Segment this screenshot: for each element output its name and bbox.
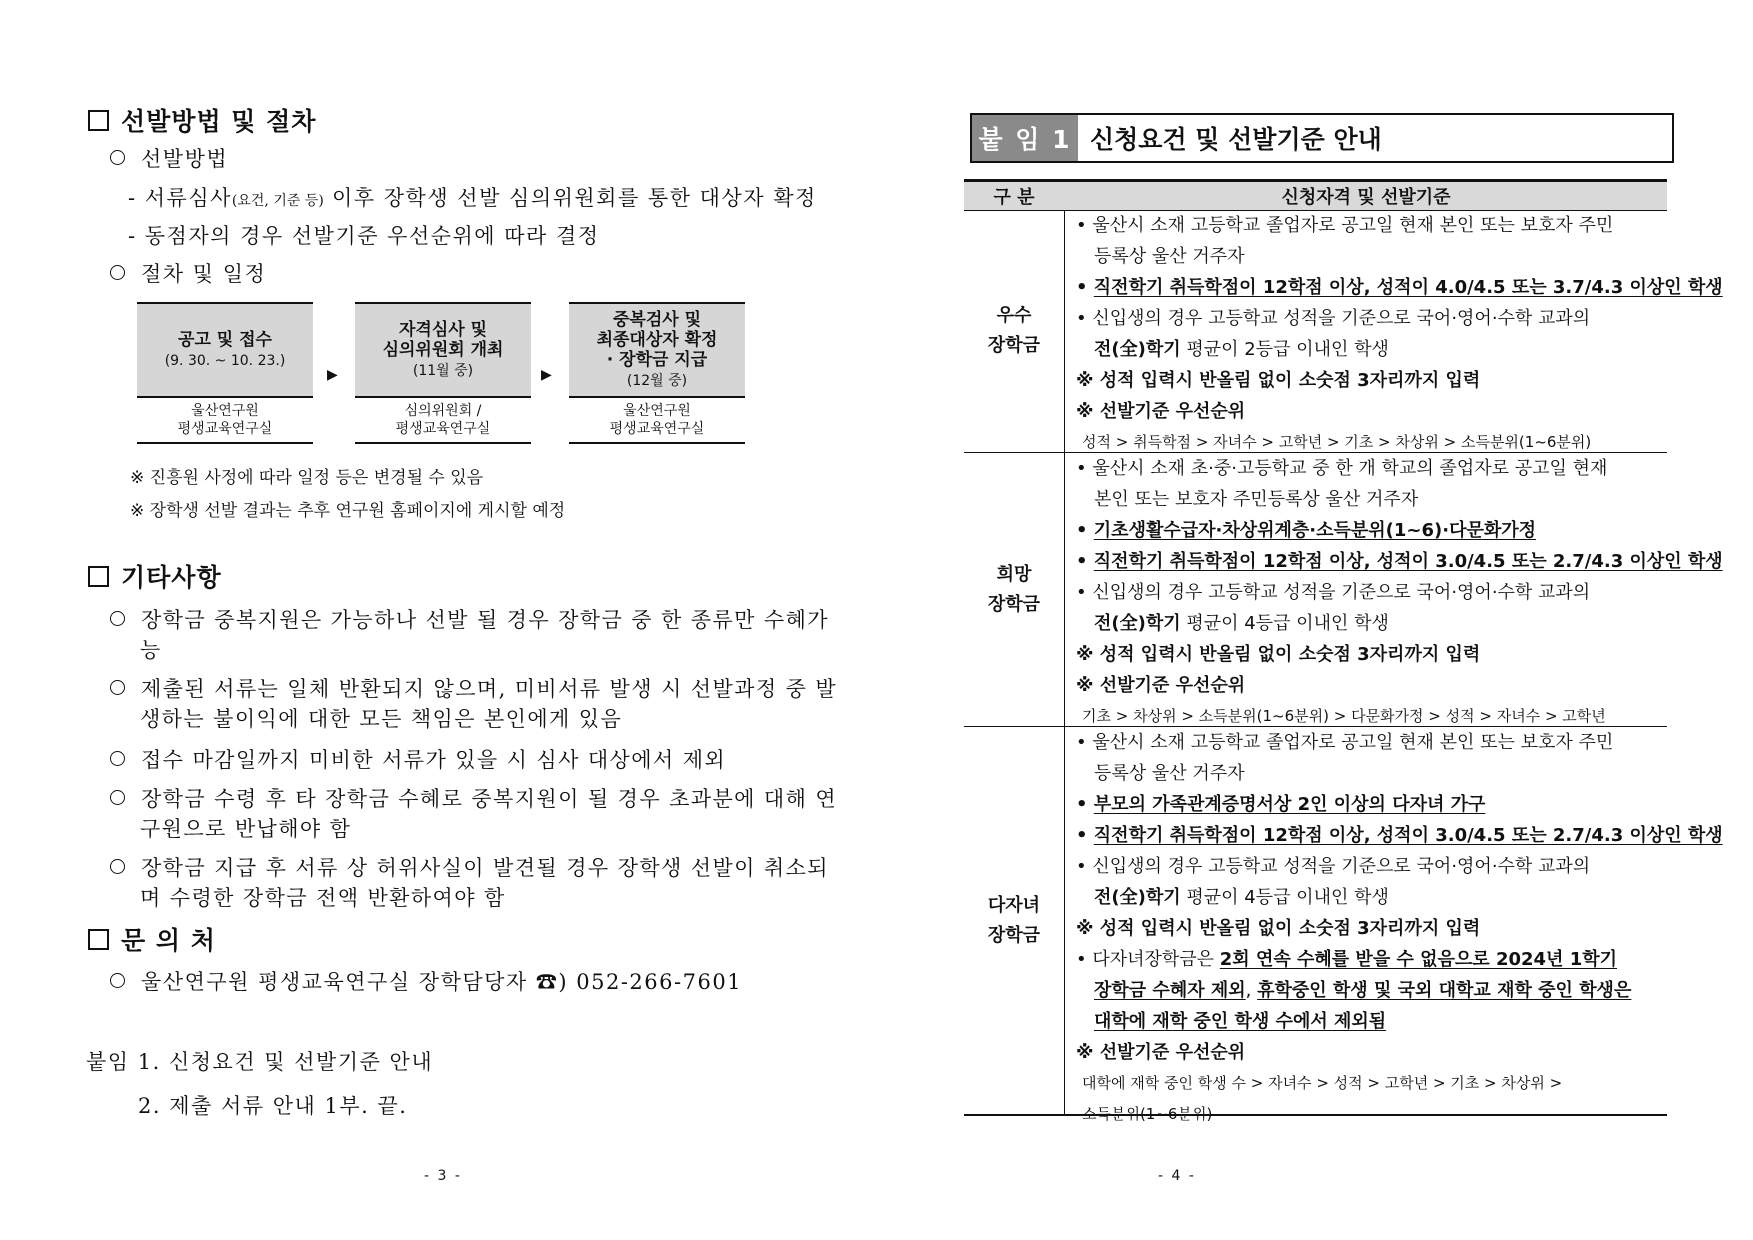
criteria-line: • 신입생의 경우 고등학교 성적을 기준으로 국어·영어·수학 교과의: [1076, 308, 1591, 329]
attachment-header: [970, 113, 1674, 163]
schedule-title-text: 절차 및 일정: [141, 262, 267, 286]
method-line-1-small: (요건, 기준 등): [231, 193, 324, 209]
etc-item: [110, 745, 840, 775]
circle-bullet-icon: [110, 680, 125, 695]
flow-step-2: [355, 302, 531, 398]
flow-step-date: (12월 중): [626, 373, 688, 389]
attachment-tag: 붙 임 1: [972, 115, 1078, 161]
underlined-text: 2회 연속 수혜를 받을 수 없음으로 2024년 1학기: [1219, 949, 1618, 970]
category-cell: 우수 장학금: [987, 305, 1041, 356]
criteria-line: [1076, 1006, 1661, 1037]
flow-step-1-org: 울산연구원 평생교육연구실: [137, 398, 313, 444]
circle-bullet-icon: [110, 859, 125, 874]
method-line-1a: - 서류심사: [128, 186, 232, 210]
page-3: [0, 0, 876, 1240]
page-number: - 4 -: [1158, 1168, 1196, 1184]
attachment-title: 신청요건 및 선발기준 안내: [1090, 125, 1382, 154]
criteria-cell: [1076, 210, 1723, 458]
etc-item: [110, 853, 840, 913]
section-heading-selection: [88, 102, 316, 138]
underlined-text: 기초생활수급자·차상위계층·소득분위(1~6)·다문화가정: [1093, 520, 1537, 541]
etc-item-text: 제출된 서류는 일체 반환되지 않으며, 미비서류 발생 시 선발과정 중 발생하는 불이익에 대한 모든 책임은 본인에게 있음: [140, 677, 838, 731]
etc-item-text: 장학금 수령 후 타 장학금 수혜로 중복지원이 될 경우 초과분에 대해 연구원으로 반납해야 함: [140, 787, 838, 841]
table-header: [964, 179, 1667, 211]
criteria-line: ※ 성적 입력시 반올림 없이 소숫점 3자리까지 입력: [1076, 370, 1481, 391]
method-line-1: [128, 182, 817, 212]
attachment-1: 붙임 1. 신청요건 및 선발기준 안내: [86, 1050, 434, 1074]
column-header-category: 구 분: [993, 187, 1035, 208]
circle-bullet-icon: [110, 611, 125, 626]
criteria-line: [1076, 546, 1723, 577]
criteria-line: 기초 > 차상위 > 소득분위(1~6분위) > 다문화가정 > 성적 > 자녀수 > 고학년: [1082, 707, 1606, 725]
plain-text: 평균이 4등급 이내인 학생: [1180, 887, 1389, 908]
criteria-line: ※ 선발기준 우선순위: [1076, 675, 1246, 696]
underlined-text: 대학에 재학 중인 학생 수에서 제외됨: [1094, 1011, 1387, 1032]
heading-text: 기타사항: [121, 563, 222, 592]
checkbox-square-icon: [88, 929, 109, 950]
etc-item-text: 장학금 중복지원은 가능하나 선발 될 경우 장학금 중 한 종류만 수혜가능: [140, 608, 829, 662]
criteria-line: • 울산시 소재 고등학교 졸업자로 공고일 현재 본인 또는 보호자 주민: [1076, 732, 1614, 753]
plain-text: 평균이 2등급 이내인 학생: [1180, 339, 1389, 360]
contact-text: 울산연구원 평생교육연구실 장학담당자 ☎) 052-266-7601: [141, 970, 743, 994]
criteria-line: • 울산시 소재 고등학교 졸업자로 공고일 현재 본인 또는 보호자 주민: [1076, 215, 1614, 236]
page-number: - 3 -: [424, 1168, 462, 1184]
bullet-icon: •: [1076, 520, 1088, 541]
flow-step-date: (11월 중): [412, 363, 474, 379]
criteria-line: [1076, 944, 1661, 975]
circle-bullet-icon: [110, 265, 125, 280]
checkbox-square-icon: [88, 566, 109, 587]
method-title-text: 선발방법: [141, 147, 229, 171]
table-row: [964, 727, 1723, 1123]
criteria-line: [1076, 608, 1661, 639]
criteria-line: 소득분위(1~6분위): [1082, 1105, 1213, 1123]
flow-step-3-org: 울산연구원 평생교육연구실: [569, 398, 745, 444]
underlined-text: 부모의 가족관계증명서상 2인 이상의 다자녀 가구: [1093, 794, 1486, 815]
criteria-line: 성적 > 취득학점 > 자녀수 > 고학년 > 기초 > 차상위 > 소득분위(1~6분위): [1082, 433, 1592, 451]
flow-arrow-icon: ▶: [327, 367, 338, 383]
method-title: [110, 143, 228, 173]
plain-text: ,: [1245, 980, 1258, 1001]
bold-text: 전(全)학기: [1094, 613, 1181, 634]
plain-text: • 다자녀장학금은: [1076, 949, 1220, 970]
checkbox-square-icon: [88, 110, 109, 131]
heading-text: 문 의 처: [121, 926, 216, 955]
plain-text: 평균이 4등급 이내인 학생: [1180, 613, 1389, 634]
method-line-2: - 동점자의 경우 선발기준 우선순위에 따라 결정: [128, 224, 600, 248]
flow-step-title: 공고 및 접수: [178, 330, 272, 350]
criteria-line: [1076, 272, 1723, 303]
underlined-text: 직전학기 취득학점이 12학점 이상, 성적이 3.0/4.5 또는 2.7/4.3 이상인 학생: [1093, 825, 1723, 846]
circle-bullet-icon: [110, 973, 125, 988]
underlined-text: 장학금 수혜자 제외: [1094, 980, 1246, 1001]
criteria-line: [1076, 820, 1723, 851]
circle-bullet-icon: [110, 790, 125, 805]
criteria-line: 등록상 울산 거주자: [1094, 246, 1245, 267]
bullet-icon: •: [1076, 794, 1088, 815]
criteria-line: [1076, 515, 1661, 546]
bullet-icon: •: [1076, 277, 1088, 298]
underlined-text: 직전학기 취득학점이 12학점 이상, 성적이 4.0/4.5 또는 3.7/4.3 이상인 학생: [1093, 277, 1723, 298]
schedule-note-1: ※ 진흥원 사정에 따라 일정 등은 변경될 수 있음: [130, 468, 484, 488]
etc-item: [110, 784, 840, 844]
category-cell: 다자녀 장학금: [987, 894, 1041, 946]
underlined-text: 휴학중인 학생 및 국외 대학교 재학 중인 학생은: [1257, 980, 1632, 1001]
underlined-text: 직전학기 취득학점이 12학점 이상, 성적이 3.0/4.5 또는 2.7/4.3 이상인 학생: [1093, 551, 1723, 572]
schedule-title: [110, 258, 266, 288]
table-row: [964, 453, 1723, 727]
flow-step-3: [569, 302, 745, 398]
contact-line: [110, 966, 742, 996]
flow-step-date: (9. 30. ~ 10. 23.): [164, 353, 286, 369]
bullet-icon: •: [1076, 825, 1088, 846]
flow-step-1: [137, 302, 313, 398]
criteria-line: • 신입생의 경우 고등학교 성적을 기준으로 국어·영어·수학 교과의: [1076, 582, 1591, 603]
criteria-line: [1076, 789, 1661, 820]
criteria-line: 대학에 재학 중인 학생 수 > 자녀수 > 성적 > 고학년 > 기초 > 차상위 >: [1082, 1074, 1563, 1092]
etc-item: [110, 605, 840, 665]
etc-item-text: 접수 마감일까지 미비한 서류가 있을 시 심사 대상에서 제외: [141, 748, 727, 772]
circle-bullet-icon: [110, 150, 125, 165]
criteria-line: [1076, 334, 1661, 365]
etc-item-text: 장학금 지급 후 서류 상 허위사실이 발견될 경우 장학생 선발이 취소되며 수령한 장학금 전액 반환하여야 함: [140, 856, 829, 910]
criteria-line: 등록상 울산 거주자: [1094, 763, 1245, 784]
column-header-criteria: 신청자격 및 선발기준: [1281, 187, 1451, 208]
bullet-icon: •: [1076, 551, 1088, 572]
criteria-line: ※ 선발기준 우선순위: [1076, 1042, 1246, 1063]
criteria-line: ※ 성적 입력시 반올림 없이 소숫점 3자리까지 입력: [1076, 644, 1481, 665]
criteria-line: [1076, 975, 1661, 1006]
criteria-line: • 울산시 소재 초·중·고등학교 중 한 개 학교의 졸업자로 공고일 현재: [1076, 458, 1608, 479]
method-line-1b: 이후 장학생 선발 심의위원회를 통한 대상자 확정: [323, 186, 817, 210]
flow-step-title: 중복검사 및 최종대상자 확정 · 장학금 지급: [596, 310, 718, 370]
table-row: [964, 210, 1723, 453]
flow-step-2-org: 심의위원회 / 평생교육연구실: [355, 398, 531, 444]
circle-bullet-icon: [110, 751, 125, 766]
bold-text: 전(全)학기: [1094, 887, 1181, 908]
flow-step-title: 자격심사 및 심의위원회 개최: [382, 320, 504, 360]
criteria-line: 본인 또는 보호자 주민등록상 울산 거주자: [1094, 489, 1419, 510]
criteria-line: ※ 성적 입력시 반올림 없이 소숫점 3자리까지 입력: [1076, 918, 1481, 939]
flow-arrow-icon: ▶: [541, 367, 552, 383]
heading-text: 선발방법 및 절차: [121, 107, 317, 136]
etc-item: [110, 674, 840, 734]
page-4: [876, 0, 1753, 1240]
criteria-line: [1076, 882, 1661, 913]
section-heading-contact: [88, 921, 216, 957]
attachment-2: 2. 제출 서류 안내 1부. 끝.: [138, 1094, 408, 1118]
criteria-line: ※ 선발기준 우선순위: [1076, 401, 1246, 422]
criteria-line: • 신입생의 경우 고등학교 성적을 기준으로 국어·영어·수학 교과의: [1076, 856, 1591, 877]
bold-text: 전(全)학기: [1094, 339, 1181, 360]
criteria-cell: [1076, 727, 1723, 1130]
section-heading-etc: [88, 558, 222, 594]
category-cell: 희망 장학금: [987, 563, 1041, 615]
schedule-note-2: ※ 장학생 선발 결과는 추후 연구원 홈페이지에 게시할 예정: [130, 501, 566, 521]
criteria-cell: [1076, 453, 1723, 732]
